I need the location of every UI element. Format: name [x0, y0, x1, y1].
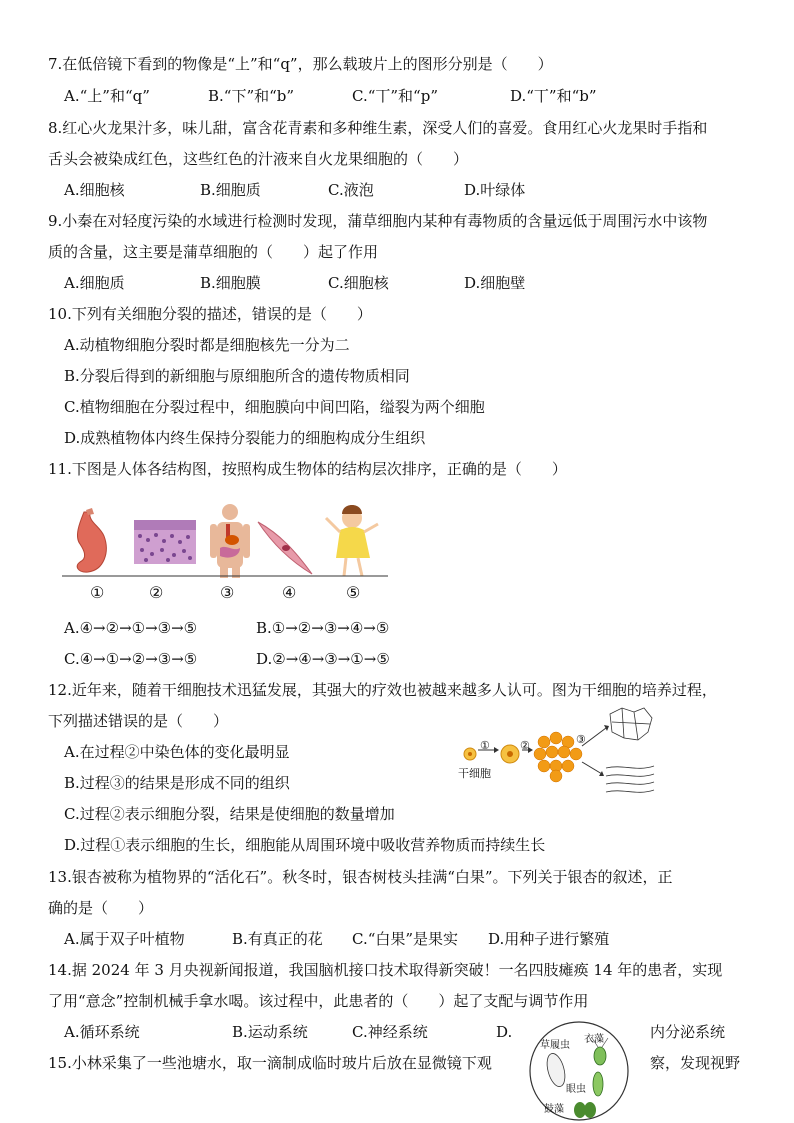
- q11-option-a: A.④→②→①→③→⑤: [64, 619, 198, 637]
- q12-fig-step1: ①: [480, 739, 490, 752]
- q12-fig-cell-label: 干细胞: [458, 767, 491, 780]
- q14-option-d-text: 内分泌系统: [650, 1023, 726, 1041]
- stomach-image: [77, 508, 106, 572]
- q12-option-d: D.过程①表示细胞的生长，细胞能从周围环境中吸收营养物质而持续生长: [64, 836, 546, 854]
- q15-stem-right: 察，发现视野: [650, 1054, 741, 1072]
- person-image: [326, 505, 378, 576]
- q7-option-b: B.“下”和“b”: [208, 87, 295, 105]
- q9-option-d: D.细胞壁: [464, 274, 526, 292]
- q7-stem: 7.在低倍镜下看到的物像是“上”和“q”，那么载玻片上的图形分别是（ ）: [48, 55, 553, 73]
- q8-option-d: D.叶绿体: [464, 181, 526, 199]
- q12-fig-step2: ②: [520, 739, 530, 752]
- tissue-image: [134, 520, 196, 564]
- q15-fig-label-desmid: 鼓藻: [544, 1104, 564, 1115]
- q12-option-a: A.在过程②中染色体的变化最明显: [64, 743, 290, 761]
- q11-label-1: ①: [90, 583, 105, 602]
- q7-option-a: A.“上”和“q”: [64, 87, 150, 105]
- q13-option-b: B.有真正的花: [232, 930, 323, 948]
- q11-label-4: ④: [282, 583, 297, 602]
- q12-fig-step3: ③: [576, 733, 586, 746]
- q12-stem-cell-figure: [456, 706, 656, 806]
- q12-stem-line2: 下列描述错误的是（ ）: [48, 712, 229, 730]
- q10-option-c: C.植物细胞在分裂过程中，细胞膜向中间凹陷，缢裂为两个细胞: [64, 398, 485, 416]
- q8-stem-line2: 舌头会被染成红色，这些红色的汁液来自火龙果细胞的（ ）: [48, 150, 469, 168]
- q12-option-b: B.过程③的结果是形成不同的组织: [64, 774, 290, 792]
- q8-stem-line1: 8.红心火龙果汁多，味儿甜，富含花青素和多种维生素，深受人们的喜爱。食用红心火龙果时手指和: [48, 119, 708, 137]
- q8-option-b: B.细胞质: [200, 181, 261, 199]
- q11-label-5: ⑤: [346, 583, 361, 602]
- q11-stem: 11.下图是人体各结构图，按照构成生物体的结构层次排序，正确的是（ ）: [48, 460, 567, 478]
- tissue-type-b-image: [606, 766, 654, 792]
- q9-option-b: B.细胞膜: [200, 274, 261, 292]
- cell-mass-image: [534, 732, 582, 782]
- q11-option-c: C.④→①→②→③→⑤: [64, 650, 198, 668]
- tissue-type-a-image: [610, 708, 652, 740]
- q14-stem-line2: 了用“意念”控制机械手拿水喝。该过程中，此患者的（ ）起了支配与调节作用: [48, 992, 589, 1010]
- q12-option-c: C.过程②表示细胞分裂，结果是使细胞的数量增加: [64, 805, 395, 823]
- q11-label-3: ③: [220, 583, 235, 602]
- q10-stem: 10.下列有关细胞分裂的描述，错误的是（ ）: [48, 305, 372, 323]
- q10-option-b: B.分裂后得到的新细胞与原细胞所含的遗传物质相同: [64, 367, 410, 385]
- q13-stem-line1: 13.银杏被称为植物界的“活化石”。秋冬时，银杏树枝头挂满“白果”。下列关于银杏的叙述，正: [48, 868, 673, 886]
- q9-option-a: A.细胞质: [64, 274, 125, 292]
- q11-option-d: D.②→④→③→①→⑤: [256, 650, 390, 668]
- q7-option-c: C.“丅”和“p”: [352, 87, 438, 105]
- q8-option-a: A.细胞核: [64, 181, 125, 199]
- q8-option-c: C.液泡: [328, 181, 374, 199]
- q15-stem-left: 15.小林采集了一些池塘水，取一滴制成临时玻片后放在显微镜下观: [48, 1054, 492, 1072]
- q13-option-a: A.属于双子叶植物: [64, 930, 185, 948]
- q15-fig-label-euglena: 眼虫: [566, 1084, 586, 1095]
- q14-stem-line1: 14.据 2024 年 3 月央视新闻报道，我国脑机接口技术取得新突破！一名四肢瘫痪 14 年的患者，实现: [48, 961, 723, 979]
- q14-option-c: C.神经系统: [352, 1023, 428, 1041]
- q10-option-a: A.动植物细胞分裂时都是细胞核先一分为二: [64, 336, 350, 354]
- q10-option-d: D.成熟植物体内终生保持分裂能力的细胞构成分生组织: [64, 429, 426, 447]
- euglena-image: [593, 1072, 603, 1096]
- digestive-system-image: [210, 504, 250, 578]
- q9-option-c: C.细胞核: [328, 274, 389, 292]
- q14-option-a: A.循环系统: [64, 1023, 140, 1041]
- q9-stem-line1: 9.小秦在对轻度污染的水域进行检测时发现，蒲草细胞内某种有毒物质的含量远低于周围污水中该物: [48, 212, 708, 230]
- cell-image: [258, 522, 312, 574]
- q13-option-c: C.“白果”是果实: [352, 930, 459, 948]
- q9-stem-line2: 质的含量，这主要是蒲草细胞的（ ）起了作用: [48, 243, 379, 261]
- q11-option-b: B.①→②→③→④→⑤: [256, 619, 390, 637]
- q13-stem-line2: 确的是（ ）: [48, 899, 154, 917]
- q13-option-d: D.用种子进行繁殖: [488, 930, 610, 948]
- q14-option-d: D.: [496, 1023, 513, 1041]
- q12-stem-line1: 12.近年来，随着干细胞技术迅猛发展，其强大的疗效也被越来越多人认可。图为干细胞的培养过程，: [48, 681, 717, 699]
- q15-fig-label-chlamydomonas: 衣藻: [584, 1034, 604, 1045]
- q11-label-2: ②: [149, 583, 164, 602]
- q7-option-d: D.“丅”和“b”: [510, 87, 597, 105]
- q15-fig-label-paramecium: 草履虫: [540, 1040, 570, 1051]
- q14-option-b: B.运动系统: [232, 1023, 308, 1041]
